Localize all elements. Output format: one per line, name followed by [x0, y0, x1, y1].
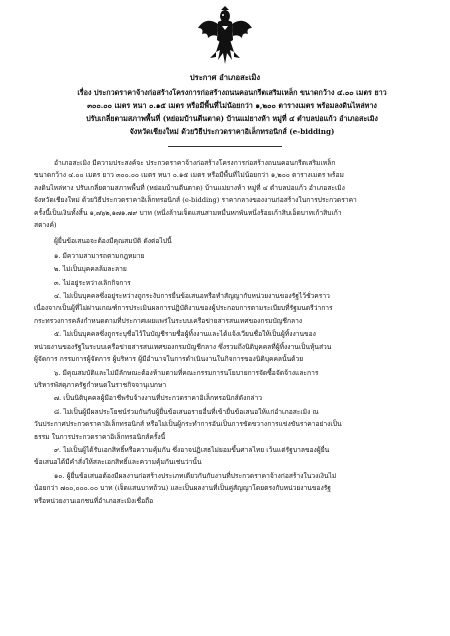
- item-line: ๕. ไม่เป็นบุคคลซึ่งถูกระบุชื่อไว้ในบัญชีรายชื่อผู้ทิ้งงานและได้แจ้งเวียนชื่อให้เป็นผู้ทิ้งงานของ: [54, 330, 316, 339]
- item-line: น้อยกว่า ๗๐๐,๐๐๐.๐๐ บาท (เจ็ดแสนบาทถ้วน) และเป็นผลงานที่เป็นคู่สัญญาโดยตรงกับหน่วยงานของรัฐ: [34, 484, 331, 493]
- garuda-emblem-icon: [196, 6, 254, 68]
- item-line: ๗. เป็นนิติบุคคลผู้มีอาชีพรับจ้างงานที่ประกวดราคาอิเล็กทรอนิกส์ดังกล่าว: [54, 394, 262, 403]
- item-line: ๔. ไม่เป็นบุคคลซึ่งอยู่ระหว่างถูกระงับการยื่นข้อเสนอหรือทำสัญญากับหน่วยงานของรัฐไว้ชั่วคราว: [54, 292, 330, 301]
- subject-line: เรื่อง ประกวดราคาจ้างก่อสร้างโครงการก่อสร้างถนนคอนกรีตเสริมเหล็ก ขนาดกว้าง ๔.๐๐ เมตร ยาว: [77, 88, 387, 97]
- item-line: บริหารพัสดุภาครัฐกำหนดในราชกิจจานุเบกษา: [34, 380, 167, 389]
- qualification-item-6: [34, 367, 430, 392]
- title-divider: [168, 146, 282, 147]
- qualification-item-2: ๒. ไม่เป็นบุคคลล้มละลาย: [54, 265, 127, 274]
- intro-line: สตางค์): [34, 221, 57, 230]
- qualification-item-8: [34, 406, 430, 443]
- intro-paragraph: [34, 157, 430, 231]
- subject-line: ปรับเกลี่ยตามสภาพพื้นที่ (หย่อมบ้านตีนตาด) บ้านแม่ยางห้า หมู่ที่ ๔ ตำบลบ่อแก้ว อำเภอสะเมิง: [86, 114, 378, 123]
- item-line: ๖. มีคุณสมบัติและไม่มีลักษณะต้องห้ามตามที่คณะกรรมการนโยบายการจัดซื้อจัดจ้างและการ: [54, 368, 319, 377]
- intro-line: ครั้งนี้เป็นเงินทั้งสิ้น ๑,๗๖๒,๑๗๑.๗๙ บาท (หนึ่งล้านเจ็ดแสนสามหมื่นหกพันหนึ่งร้อยเก้าสิบเอ็ดบาทเก้าสิบเก้า: [34, 208, 342, 217]
- subject-line: จังหวัดเชียงใหม่ ด้วยวิธีประกวดราคาอิเล็กทรอนิกส์ (e-bidding): [129, 127, 335, 136]
- subject-line: ๓๐๐.๐๐ เมตร หนา ๐.๑๕ เมตร หรือมีพื้นที่ไม่น้อยกว่า ๑,๒๐๐ ตารางเมตร พร้อมลงดินไหล่ทาง: [87, 101, 377, 110]
- qualification-item-1: ๑. มีความสามารถตามกฎหมาย: [54, 251, 145, 260]
- announcement-subject: [34, 86, 430, 138]
- item-line: ๘. ไม่เป็นผู้มีผลประโยชน์ร่วมกันกับผู้ยื่นข้อเสนอรายอื่นที่เข้ายื่นข้อเสนอให้แก่อำเภอสะเมิง ณ: [54, 407, 319, 416]
- item-line: ธรรม ในการประกวดราคาอิเล็กทรอนิกส์ครั้งนี้: [34, 432, 166, 441]
- announcement-body: [34, 157, 430, 508]
- qualification-item-4: [34, 290, 430, 327]
- qualification-item-9: [34, 444, 430, 469]
- qualification-item-3: ๓. ไม่อยู่ระหว่างเลิกกิจการ: [54, 278, 131, 287]
- intro-line: ลงดินไหล่ทาง ปรับเกลี่ยตามสภาพพื้นที่ (หย่อมบ้านตีนตาด) บ้านแม่ยางห้า หมู่ที่ ๔ ตำบลบ่อแก้ว อำเภอสะเมิง: [34, 183, 345, 192]
- qualifications-heading: ผู้ยื่นข้อเสนอจะต้องมีคุณสมบัติ ดังต่อไปนี้: [54, 237, 172, 246]
- qualification-item-5: [34, 328, 430, 365]
- item-line: กระทรวงการคลังกำหนดตามที่ประกาศเผยแพร่ในระบบเครือข่ายสารสนเทศของกรมบัญชีกลาง: [34, 316, 303, 325]
- item-line: หรือหน่วยงานเอกชนที่อำเภอสะเมิงเชื่อถือ: [34, 496, 154, 505]
- item-line: ผู้จัดการ กรรมการผู้จัดการ ผู้บริหาร ผู้มีอำนาจในการดำเนินงานในกิจการของนิติบุคคลนั้นด้วย: [34, 355, 304, 364]
- item-line: ๙. ไม่เป็นผู้ได้รับเอกสิทธิ์หรือความคุ้มกัน ซึ่งอาจปฏิเสธไม่ยอมขึ้นศาลไทย เว้นแต่รัฐบาลของผู้ยื่น: [54, 445, 330, 454]
- item-line: ๑๐. ผู้ยื่นข้อเสนอต้องมีผลงานก่อสร้างประเภทเดียวกันกับงานที่ประกวดราคาจ้างก่อสร้างในวงเงินไม่: [54, 471, 337, 480]
- intro-line: อำเภอสะเมิง มีความประสงค์จะ ประกวดราคาจ้างก่อสร้างโครงการก่อสร้างถนนคอนกรีตเสริมเหล็ก: [54, 159, 336, 167]
- item-line: หน่วยงานของรัฐในระบบเครือข่ายสารสนเทศของกรมบัญชีกลาง ซึ่งรวมถึงนิติบุคคลที่ผู้ทิ้งงานเป็นหุ้นส่วน: [34, 342, 332, 351]
- announcing-office: ประกาศ อำเภอสะเมิง: [189, 73, 261, 82]
- item-line: วันประกาศประกวดราคาอิเล็กทรอนิกส์ หรือไม่เป็นผู้กระทำการอันเป็นการขัดขวางการแข่งขันราคาอย่างเป็น: [34, 420, 342, 429]
- intro-line: ขนาดกว้าง ๔.๐๐ เมตร ยาว ๓๐๐.๐๐ เมตร หนา ๐.๑๕ เมตร หรือมีพื้นที่ไม่น้อยกว่า ๑,๒๐๐ ตารางเมตร พร้อม: [34, 171, 344, 180]
- intro-line: จังหวัดเชียงใหม่ ด้วยวิธีประกวดราคาอิเล็กทรอนิกส์ (e-bidding) ราคากลางของงานก่อสร้างในการประกวดราคา: [34, 196, 357, 205]
- qualification-item-10: [34, 470, 430, 507]
- item-line: เนื่องจากเป็นผู้ที่ไม่ผ่านเกณฑ์การประเมินผลการปฏิบัติงานของผู้ประกอบการตามระเบียบที่รัฐมนตรีว่าการ: [34, 304, 333, 313]
- item-line: ข้อเสนอได้มีคำสั่งให้สละเอกสิทธิ์และความคุ้มกันเช่นว่านั้น: [34, 458, 202, 467]
- qualification-item-7: [34, 392, 430, 404]
